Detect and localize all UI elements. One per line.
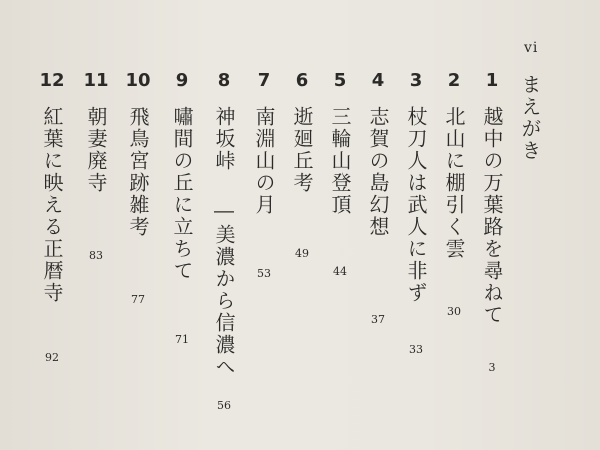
page-reference: 83: [89, 249, 103, 262]
chapter-title: 南淵山の月: [252, 106, 276, 216]
preface-title: まえがき: [518, 74, 542, 162]
page-reference: 30: [447, 305, 461, 318]
chapter-number: 5: [333, 70, 347, 91]
chapter-number: 10: [125, 70, 151, 91]
page-reference: 33: [409, 343, 423, 356]
chapter-title: 神坂峠 ―美濃から信濃へ: [212, 106, 236, 378]
page-reference: 53: [257, 267, 271, 280]
chapter-title: 杖刀人は武人に非ず: [404, 106, 428, 304]
chapter-title: 紅葉に映える正暦寺: [40, 106, 64, 304]
chapter-number: 8: [217, 70, 231, 91]
chapter-title: 逝廻丘考: [290, 106, 314, 194]
page-reference: 37: [371, 313, 385, 326]
chapter-title: 北山に棚引く雲: [442, 106, 466, 260]
chapter-title: 三輪山登頂: [328, 106, 352, 216]
page-reference: 71: [175, 333, 189, 346]
chapter-number: 7: [257, 70, 271, 91]
page-reference: 49: [295, 247, 309, 260]
chapter-number: 9: [175, 70, 189, 91]
page-reference: 77: [131, 293, 145, 306]
chapter-number: 3: [409, 70, 423, 91]
page-reference: 44: [333, 265, 347, 278]
page-reference: 92: [45, 351, 59, 364]
chapter-number: 11: [83, 70, 109, 91]
page-number: vi: [524, 40, 539, 56]
chapter-number: 6: [295, 70, 309, 91]
page-reference: 56: [217, 399, 231, 412]
chapter-number: 1: [485, 70, 499, 91]
chapter-title: 志賀の島幻想: [366, 106, 390, 238]
chapter-title: 飛鳥宮跡雑考: [126, 106, 150, 238]
chapter-title: 朝妻廃寺: [84, 106, 108, 194]
chapter-title: 越中の万葉路を尋ねて: [480, 106, 504, 326]
chapter-title: 嘯間の丘に立ちて: [170, 106, 194, 282]
chapter-number: 4: [371, 70, 385, 91]
page-reference: 3: [488, 361, 496, 374]
chapter-number: 12: [39, 70, 65, 91]
chapter-number: 2: [447, 70, 461, 91]
